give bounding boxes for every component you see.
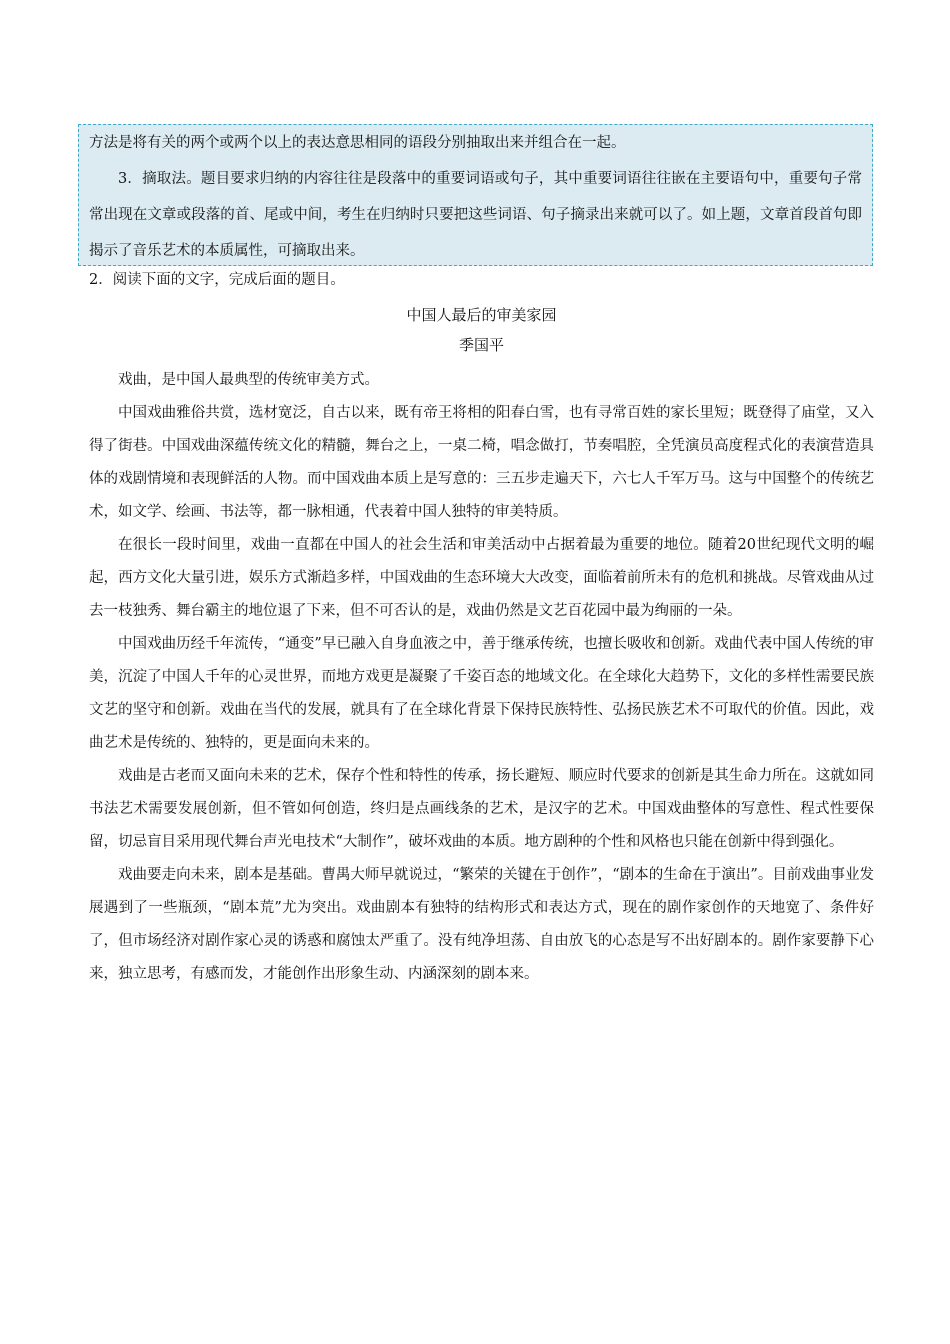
article-paragraph: 中国戏曲雅俗共赏，选材宽泛，自古以来，既有帝王将相的阳春白雪，也有寻常百姓的家长里短；既登得了庙堂，又入得了街巷。中国戏曲深蕴传统文化的精髓，舞台之上，一桌二椅，唱念做打，节奏唱腔，全凭演员高度程式化的表演营造具体的戏剧情境和表现鲜活的人物。而中国戏曲本质上是写意的：三五步走遍天下，六七人千军万马。这与中国整个的传统艺术，如文学、绘画、书法等，都一脉相通，代表着中国人独特的审美特质。 [89, 405, 874, 520]
reading-article [89, 300, 874, 991]
article-paragraph: 戏曲是古老而又面向未来的艺术，保存个性和特性的传承，扬长避短、顺应时代要求的创新是其生命力所在。这就如同书法艺术需要发展创新，但不管如何创造，终归是点画线条的艺术，是汉字的艺术。中国戏曲整体的写意性、程式性要保留，切忌盲目采用现代舞台声光电技术“大制作”，破坏戏曲的本质。地方剧种的个性和风格也只能在创新中得到强化。 [89, 768, 874, 850]
article-paragraph: 戏曲要走向未来，剧本是基础。曹禺大师早就说过，“繁荣的关键在于创作”，“剧本的生命在于演出”。目前戏曲事业发展遇到了一些瓶颈，“剧本荒”尤为突出。戏曲剧本有独特的结构形式和表达方式，现在的剧作家创作的天地宽了、条件好了，但市场经济对剧作家心灵的诱惑和腐蚀太严重了。没有纯净坦荡、自由放飞的心态是写不出好剧本的。剧作家要静下心来，独立思考，有感而发，才能创作出形象生动、内涵深刻的剧本来。 [89, 867, 874, 982]
article-paragraph: 在很长一段时间里，戏曲一直都在中国人的社会生活和审美活动中占据着最为重要的地位。随着20世纪现代文明的崛起，西方文化大量引进，娱乐方式渐趋多样，中国戏曲的生态环境大大改变，面临着前所未有的危机和挑战。尽管戏曲从过去一枝独秀、舞台霸主的地位退了下来，但不可否认的是，戏曲仍然是文艺百花园中最为绚丽的一朵。 [89, 537, 874, 619]
method-tip-box [78, 124, 873, 266]
tip-line-1: 方法是将有关的两个或两个以上的表达意思相同的语段分别抽取出来并组合在一起。 [89, 135, 626, 151]
tip-paragraph-extraction-method: 3．摘取法。题目要求归纳的内容往往是段落中的重要词语或句子，其中重要词语往往嵌在主要语句中，重要句子常常出现在文章或段落的首、尾或中间，考生在归纳时只要把这些词语、句子摘录出来就可以了。如上题，文章首段首句即揭示了音乐艺术的本质属性，可摘取出来。 [89, 171, 862, 259]
article-author: 季国平 [458, 336, 504, 354]
article-title: 中国人最后的审美家园 [406, 306, 557, 324]
article-paragraph: 中国戏曲历经千年流传，“通变”早已融入自身血液之中，善于继承传统，也擅长吸收和创新。戏曲代表中国人传统的审美，沉淀了中国人千年的心灵世界，而地方戏更是凝聚了千姿百态的地域文化。在全球化大趋势下，文化的多样性需要民族文艺的坚守和创新。戏曲在当代的发展，就具有了在全球化背景下保持民族特性、弘扬民族艺术不可取代的价值。因此，戏曲艺术是传统的、独特的，更是面向未来的。 [89, 636, 874, 751]
article-paragraph: 戏曲，是中国人最典型的传统审美方式。 [118, 372, 379, 388]
question-instruction: 2．阅读下面的文字，完成后面的题目。 [89, 272, 345, 288]
